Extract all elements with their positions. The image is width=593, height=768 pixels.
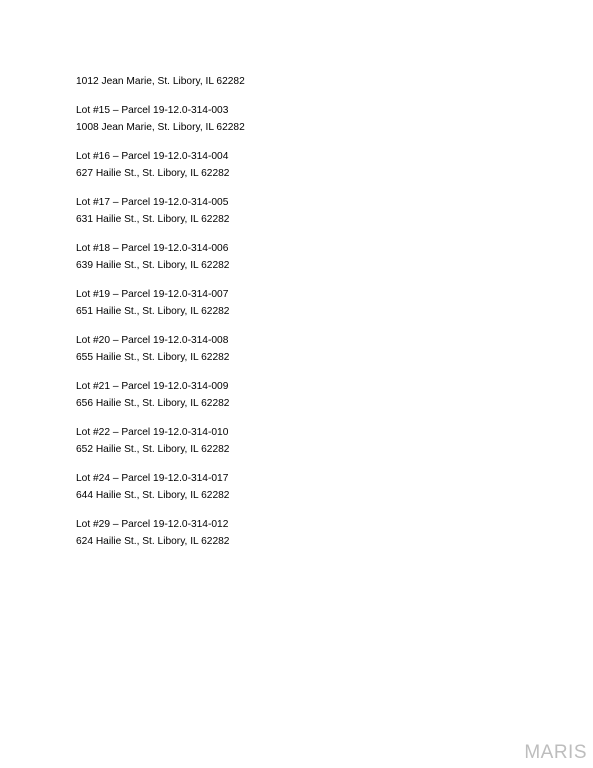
lot-parcel-line: Lot #24 – Parcel 19-12.0-314-017	[76, 473, 229, 484]
address-line: 656 Hailie St., St. Libory, IL 62282	[76, 398, 230, 409]
lot-parcel-line: Lot #22 – Parcel 19-12.0-314-010	[76, 427, 229, 438]
lot-parcel-line: Lot #29 – Parcel 19-12.0-314-012	[76, 519, 229, 530]
parcel-entry	[76, 335, 516, 364]
parcel-entry	[76, 289, 516, 318]
address-line: 655 Hailie St., St. Libory, IL 62282	[76, 352, 230, 363]
lot-parcel-line: Lot #16 – Parcel 19-12.0-314-004	[76, 151, 229, 162]
parcel-entry	[76, 105, 516, 134]
lot-parcel-line: Lot #21 – Parcel 19-12.0-314-009	[76, 381, 229, 392]
parcel-entry	[76, 381, 516, 410]
lot-parcel-line: Lot #20 – Parcel 19-12.0-314-008	[76, 335, 229, 346]
lot-parcel-line: Lot #19 – Parcel 19-12.0-314-007	[76, 289, 229, 300]
lot-parcel-line: Lot #18 – Parcel 19-12.0-314-006	[76, 243, 229, 254]
address-line: 644 Hailie St., St. Libory, IL 62282	[76, 490, 230, 501]
parcel-entry	[76, 243, 516, 272]
address-line: 1008 Jean Marie, St. Libory, IL 62282	[76, 122, 245, 133]
address-line: 652 Hailie St., St. Libory, IL 62282	[76, 444, 230, 455]
address-line: 627 Hailie St., St. Libory, IL 62282	[76, 168, 230, 179]
parcel-entry	[76, 151, 516, 180]
address-line: 1012 Jean Marie, St. Libory, IL 62282	[76, 76, 245, 87]
maris-watermark: MARIS	[524, 742, 587, 763]
address-line: 639 Hailie St., St. Libory, IL 62282	[76, 260, 230, 271]
parcel-list	[76, 76, 516, 548]
parcel-entry	[76, 519, 516, 548]
lot-parcel-line: Lot #17 – Parcel 19-12.0-314-005	[76, 197, 229, 208]
lot-parcel-line: Lot #15 – Parcel 19-12.0-314-003	[76, 105, 229, 116]
address-line: 631 Hailie St., St. Libory, IL 62282	[76, 214, 230, 225]
address-line: 624 Hailie St., St. Libory, IL 62282	[76, 536, 230, 547]
parcel-entry	[76, 197, 516, 226]
address-line: 651 Hailie St., St. Libory, IL 62282	[76, 306, 230, 317]
parcel-entry	[76, 427, 516, 456]
parcel-entry	[76, 473, 516, 502]
